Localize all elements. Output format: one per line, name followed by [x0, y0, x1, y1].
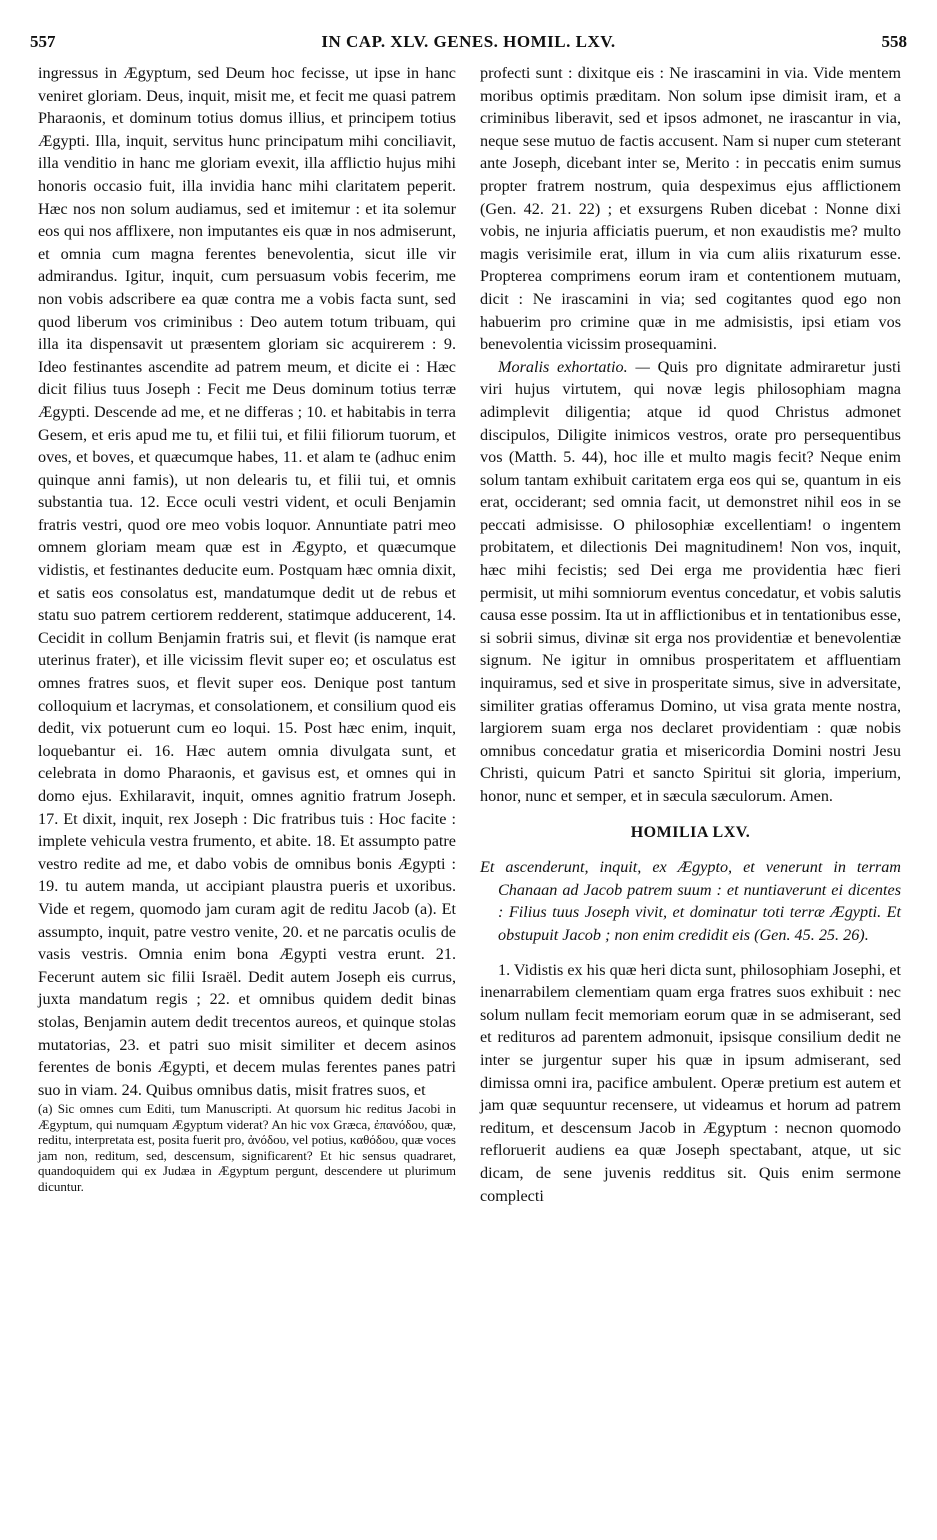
moral-exhortation-paragraph — [480, 356, 901, 808]
right-body-text-1: profecti sunt : dixitque eis : Ne irascamini in via. Vide mentem moribus optimis præditam. Non solum ipse dimisit iram, et a criminibus liberavit, sed et ipsos admonet, ne irascantur in via, neque sese mutuo de factis accusent. Nam si nuper cum steterant ante Joseph, dicebant inter se, Merito : in peccatis enim sumus propter fratrem nostrum, quia despeximus ejus afflictionem (Gen. 42. 21. 22) ; et exsurgens Ruben dicebat : Nonne dixi vobis, ne injuria afficiatis puerum, et non exaudistis me? multo magis verisimile erat, illum in via cum aliis rixaturum esse. Propterea comprimens eorum iram et contentionem mutuam, dicit : Ne irascamini in via; sed cogitantes quod ego non habuerim pro crimine quæ in me admisistis, ipsi etiam vos benevolentia vicissim prosequamini. — [480, 64, 901, 354]
moral-exhortation-text: Quis pro dignitate admiraretur justi viri hujus virtutem, qui novæ legis philosophiam magna adimplevit diligentia; atque id quod Christus admonet discipulos, Diligite inimicos vestros, orate pro persequentibus vos (Matth. 5. 44), hoc ille et multo magis fecit? Neque enim solum tantam exhibuit caritatem erga eos qui se, quantum in eis erat, occiderant; sed omnia facit, ut demonstret nihil eos in se peccati admisisse. O philosophiæ excellentiam! o ingentem probitatem, et dilectionis Dei magnitudinem! Non vos, inquit, hæc mihi fecistis; sed Dei erga me providentia hæc fieri permisit, ut mihi somniorum eventus concedatur, et vobis salutis causa esse possim. Ita ut in afflictionibus et in tentationibus esse, si sobrii simus, divinæ sit erga nos providentiæ et benevolentiæ signum. Ne igitur in omnibus prosperitatem et affluentiam inquiramus, sed et sive in prosperitate simus, sive in adversitate, similiter gratias offeramus Domino, ut visa grata mente nostra, largiorem suam erga nos declaret providentiam : quæ nobis omnibus concedatur gratia et misericordia Domini nostri Jesu Christi, quicum Patri et sancto Spiritui sit gloria, imperium, honor, nunc et semper, et in sæcula sæculorum. Amen. — [480, 357, 902, 805]
left-body-text: ingressus in Ægyptum, sed Deum hoc fecisse, ut ipse in hanc veniret gloriam. Deus, inquit, misit me, et fecit me quasi patrem Pharaonis, et dominum totius domus illius, et principem totius Ægypti. Illa, inquit, servitus hunc principatum mihi conciliavit, illa venditio in hanc me gloriam evexit, illa afflictio hujus mihi honoris occasio fuit, illa invidia hanc mihi claritatem peperit. Hæc nos non solum audiamus, sed et imitemur : et ita solemur eos qui nos afflixere, non imputantes eis quæ in nos admiserunt, et omnia cum magna ferentes benevolentia, sicut ille vir admirandus. Igitur, inquit, cum persuasum vobis fecerim, me non vobis adscribere ea quæ contra me a vobis facta sunt, sed quod liberum vos criminibus : Deo autem totum tribuam, qui illa ita dispensavit ut præsentem gloriam sic acquirerem : 9. Ideo festinantes ascendite ad patrem meum, et dicite ei : Hæc dicit filius tuus Joseph : Fecit me Deus dominum totius terræ Ægypti. Descende ad me, et ne differas ; 10. et habitabis in terra Gesem, et eris apud me tu, et filii tui, et filii filiorum tuorum, et oves, et boves, et quæcumque habes, 11. et alam te (adhuc enim quinque anni famis), ut non delearis tu, et filii tui, et omnis substantia tua. 12. Ecce oculi vestri vident, et oculi Benjamin fratris vestri, quod ore meo vobis loquor. Annuntiate patri meo omnem gloriam meam quæ est in Ægypto, et quæcumque vidistis, et festinantes deducite eum. Postquam hæc omnia dixit, et satis eos consolatus est, mandatumque dedit ut de rebus et statu suo patrem certiorem redderent, statimque adducerent, 14. Cecidit in collum Benjamin fratris sui, et flevit (is namque erat uterinus frater), et ille vicissim flevit super eo; et osculatus est omnes fratres suos, et flevit super eos. Denique post tantum colloquium et lacrymas, et consolationem, et consilium quod eis dedit, vix potuerunt cum eo loqui. 15. Post hæc enim, inquit, loquebantur ei. 16. Hæc autem omnia divulgata sunt, et celebrata in domo Pharaonis, et gavisus est, et omnes qui in domo ejus. Exhilaravit, inquit, omnes agnitio fratrum Joseph. 17. Et dixit, inquit, rex Joseph : Dic fratribus tuis : Hoc facite : implete vehicula vestra frumento, et abite. 18. Et assumpto patre vestro redite ad me, et dabo vobis de omnibus bonis Ægypti : 19. tu autem manda, ut accipiant plaustra pueris et uxoribus. Vide et regem, quomodo jam curam agit de reditu Jacob (a). Et assumpto, inquit, patre vestro venite, 20. et ne parcatis oculis de vasis vestris. Omnia enim bona Ægypti vestra erunt. 21. Fecerunt autem sic filii Israël. Dedit autem Joseph eis currus, juxta mandatum regis ; 22. et omnibus quidem dedit binas stolas, Benjamin autem dedit trecentos aureos, et quinque stolas mutatorias, 23. et patri suo misit similiter et decem asinos ferentes de bonis Ægypti, et decem mulas ferentes panes patri suo in viam. 24. Quibus omnibus datis, misit fratres suos, et — [38, 64, 456, 1099]
page-header — [30, 32, 907, 56]
left-column — [38, 62, 456, 1194]
footnote: (a) Sic omnes cum Editi, tum Manuscripti. At quorsum hic reditus Jacobi in Ægyptum, qui numquam Ægyptum viderat? An hic vox Græca, ἐπανόδου, quæ, reditu, interpretata est, posita fuerit pro, ἀνόδου, vel potius, καθόδου, quæ voces jam non, reditum, sed, descensum, significarent? Et hic sensus quadraret, quandoquidem qui ex Judæa in Ægyptum pergunt, descendere ut plurimum dicuntur. — [38, 1101, 456, 1194]
right-column — [480, 62, 901, 1207]
running-title: IN CAP. XLV. GENES. HOMIL. LXV. — [321, 32, 616, 51]
page-number-left: 557 — [30, 32, 56, 51]
right-body-text-3: 1. Vidistis ex his quæ heri dicta sunt, philosophiam Josephi, et inenarrabilem clementiam quam erga fratres suos exhibuit : nec solum nullam fecit memoriam eorum quæ in se admiserant, sed et redituros ad parentem admonuit, ipsisque consilium dedit ne inter se jurgentur super his quæ in ipsum admiserant, sed dimissa omni ira, pacifice ambulent. Operæ pretium est autem et jam quæ sequuntur recensere, ut videamus et horum ad patrem reditum, et descensum Jacob in Ægyptum : necnon quomodo refloruerit audiens ea quæ Joseph spectabant, atque, ut sic dicam, de sene juvenis redditus sit. Quis enim sermone complecti — [480, 960, 901, 1205]
moral-exhortation-heading: Moralis exhortatio. — — [498, 357, 650, 376]
page-number-right: 558 — [881, 32, 907, 51]
homily-intro-scripture: Et ascenderunt, inquit, ex Ægypto, et venerunt in terram Chanaan ad Jacob patrem suum : et nuntiaverunt ei dicentes : Filius tuus Joseph vivit, et dominatur toti terræ Ægypti. Et obstupuit Jacob ; non enim credidit eis (Gen. 45. 25. 26). — [480, 858, 901, 944]
homily-title: HOMILIA LXV. — [630, 823, 751, 841]
